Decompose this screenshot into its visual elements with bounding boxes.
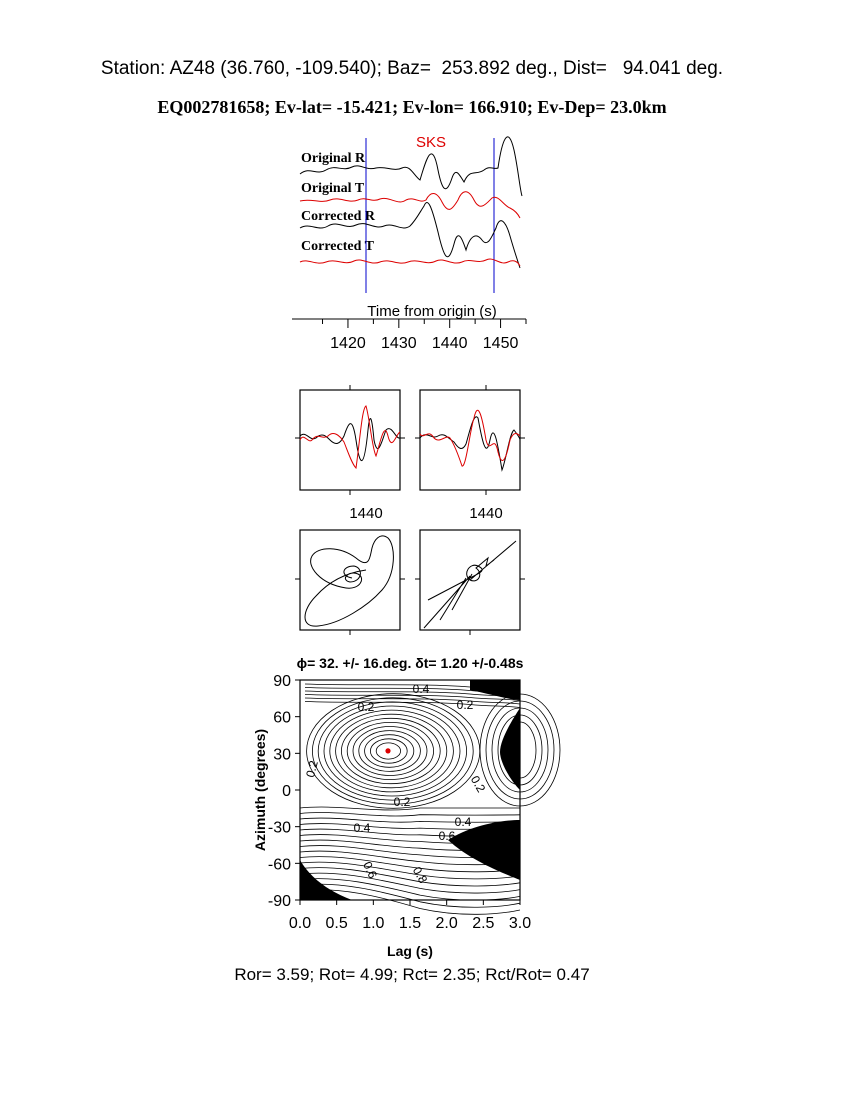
slow-wave-corrected bbox=[420, 410, 520, 466]
best-fit-point bbox=[385, 748, 390, 753]
contour-value-label: 0.4 bbox=[353, 821, 371, 835]
trace-label-original-t: Original T bbox=[301, 181, 365, 196]
fast-wave-original bbox=[300, 419, 400, 461]
lag-tick-label: 2.5 bbox=[472, 915, 495, 932]
azimuth-tick-label: -90 bbox=[267, 893, 291, 910]
azimuth-tick-label: 0 bbox=[282, 783, 291, 800]
seismogram-panel bbox=[292, 134, 526, 352]
energy-grid-panel bbox=[252, 655, 560, 959]
contour-value-label: 0.8 bbox=[488, 838, 506, 852]
grid-title: ϕ= 32. +/- 16.deg. δt= 1.20 +/-0.48s bbox=[296, 655, 524, 671]
time-tick-label: 1440 bbox=[431, 335, 468, 352]
contour-line bbox=[300, 818, 520, 822]
ratio-summary: Ror= 3.59; Rot= 4.99; Rct= 2.35; Rct/Rot= 0.47 bbox=[234, 965, 590, 984]
contour-line bbox=[324, 706, 460, 796]
azimuth-tick-label: 90 bbox=[273, 673, 291, 690]
azimuth-tick-label: 60 bbox=[273, 709, 291, 727]
grid-xlabel: Lag (s) bbox=[387, 943, 433, 959]
contour-value-label: 0.4 bbox=[412, 682, 430, 696]
trace-label-corrected-r: Corrected R bbox=[301, 209, 375, 224]
contour-line bbox=[341, 718, 440, 783]
contour-value-label: 0.2 bbox=[357, 700, 375, 714]
time-tick-label: 1420 bbox=[330, 335, 366, 352]
phase-label: SKS bbox=[415, 134, 447, 151]
lag-tick-label: 1.5 bbox=[398, 915, 422, 932]
energy-contours bbox=[300, 684, 560, 914]
contour-line bbox=[300, 813, 520, 817]
particle-motion-corrected bbox=[424, 541, 516, 628]
contour-line bbox=[318, 702, 466, 800]
time-axis-label: Time from origin (s) bbox=[367, 303, 497, 320]
contour-value-label: 0.2 bbox=[393, 795, 411, 809]
contour-value-label: 0.2 bbox=[456, 698, 474, 712]
waveform-box-original bbox=[300, 390, 400, 490]
time-tick-label: 1430 bbox=[381, 335, 417, 352]
azimuth-tick-label: -60 bbox=[267, 856, 291, 874]
lag-tick-label: 1.0 bbox=[362, 915, 385, 932]
contour-value-label: 0.2 bbox=[467, 773, 489, 795]
event-info-line: EQ002781658; Ev-lat= -15.421; Ev-lon= 166.910; Ev-Dep= 23.0km bbox=[157, 97, 667, 117]
contour-value-label: 0.8 bbox=[409, 864, 431, 886]
trace-corrected-t bbox=[300, 259, 520, 266]
waveform-comparison-panel bbox=[295, 385, 525, 522]
station-info-line: Station: AZ48 (36.760, -109.540); Baz= 253.892 deg., Dist= 94.041 deg. bbox=[100, 58, 724, 79]
contour-line bbox=[312, 698, 473, 804]
contour-line bbox=[307, 694, 480, 809]
grid-ylabel: Azimuth (degrees) bbox=[252, 728, 268, 852]
slow-wave-original bbox=[300, 406, 400, 468]
lag-tick-label: 2.0 bbox=[435, 915, 458, 932]
trace-label-corrected-t: Corrected T bbox=[301, 239, 374, 254]
contour-value-label: 0.6 bbox=[438, 829, 456, 843]
high-energy-region-top-right bbox=[470, 680, 520, 700]
contour-line bbox=[336, 714, 447, 788]
trace-label-original-r: Original R bbox=[301, 151, 366, 166]
lag-tick-label: 0.0 bbox=[288, 915, 312, 932]
lag-tick-label: 3.0 bbox=[508, 915, 532, 932]
contour-value-label: 0.6 bbox=[360, 859, 380, 881]
lag-tick-label: 0.5 bbox=[325, 915, 348, 932]
waveform-tick-label-original: 1440 bbox=[349, 505, 383, 522]
waveform-box-corrected bbox=[420, 390, 520, 490]
waveform-tick-label-corrected: 1440 bbox=[469, 505, 503, 522]
contour-value-label: 0.2 bbox=[303, 759, 321, 779]
azimuth-tick-label: -30 bbox=[267, 819, 291, 837]
particle-motion-original bbox=[305, 536, 393, 626]
time-tick-label: 1450 bbox=[482, 335, 519, 352]
fast-wave-corrected bbox=[420, 417, 520, 470]
contour-value-label: 0.4 bbox=[454, 815, 472, 829]
particle-motion-panel bbox=[295, 530, 525, 635]
azimuth-tick-label: 30 bbox=[273, 746, 291, 764]
